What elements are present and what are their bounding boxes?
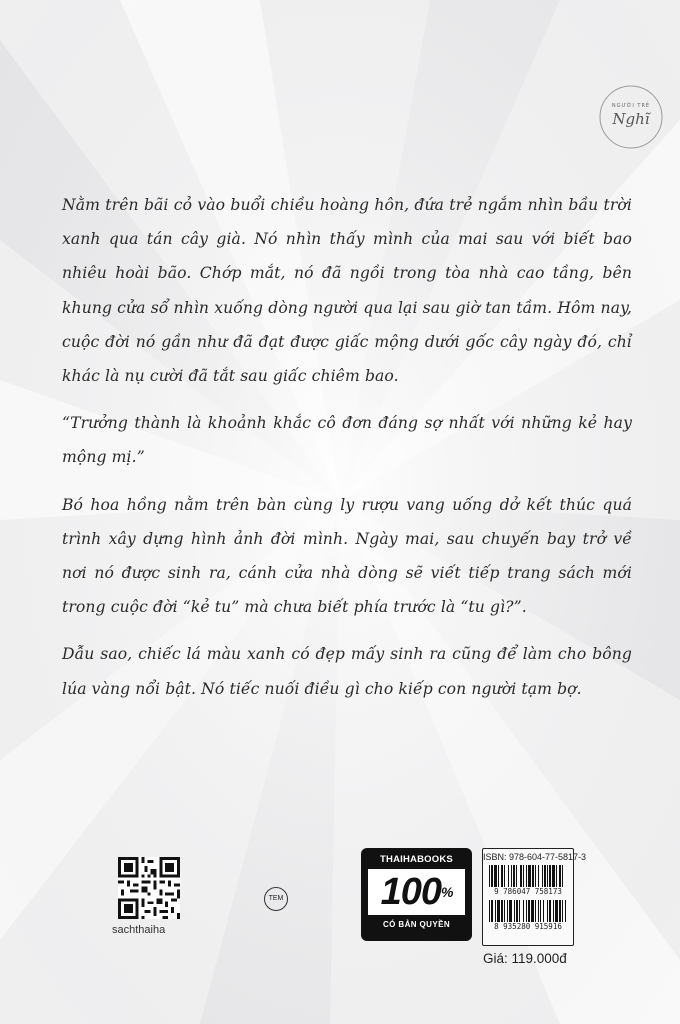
barcode-bar (538, 865, 539, 887)
barcode-bar (562, 900, 563, 922)
barcode-bar (516, 900, 518, 922)
barcode-bar (495, 900, 496, 922)
badge-subtitle: CÓ BẢN QUYỀN (382, 920, 451, 929)
barcode-bar (547, 900, 548, 922)
badge-percent: % (440, 884, 453, 900)
isbn-box (482, 848, 587, 946)
price: Giá: 119.000đ (483, 951, 567, 966)
barcode-bar (559, 865, 561, 887)
barcode-bar (514, 900, 515, 922)
logo-big-text: Nghĩ (612, 110, 650, 128)
barcode-bar (552, 865, 555, 887)
barcode-bar (520, 865, 522, 887)
barcode-bar (528, 900, 530, 922)
barcode-1-icon (489, 865, 567, 887)
barcode-bar (528, 865, 531, 887)
paragraph-quote: “Trưởng thành là khoảnh khắc cô đơn đáng sợ nhất với những kẻ hay mộng mị.” (62, 414, 632, 467)
barcode-bar (491, 865, 493, 887)
logo-small-text: NGƯỜI TRẺ (611, 103, 651, 109)
barcode-bar (516, 865, 517, 887)
barcode-bar (501, 900, 503, 922)
barcode-bar (508, 865, 509, 887)
barcode-bar (526, 900, 527, 922)
badge-number-value: 100 (380, 871, 441, 913)
paragraph-3: Bó hoa hồng nằm trên bàn cùng ly rượu vang uống dở kết thúc quá trình xây dựng hình ảnh đời mình. Ngày mai, sau chuyến bay trở về nơi nó được sinh ra, cánh cửa nhà dòng sẽ viết tiếp trang sách mới trong cuộc đời “kẻ tu” mà chưa biết phía trước là “tu gì?”. (62, 495, 632, 617)
paragraph-1: Nằm trên bãi cỏ vào buổi chiều hoàng hôn, đứa trẻ ngắm nhìn bầu trời xanh qua tán cây già. Nó nhìn thấy mình của mai sau với biết bao nhiêu hoài bão. Chớp mắt, nó đã ngồi trong tòa nhà cao tầng, bên khung cửa sổ nhìn xuống dòng người qua lại sau giờ tan tầm. Hôm nay, cuộc đời nó gần như đã đạt được giấc mộng dưới gốc cây ngày đó, chỉ khác là nụ cười đã tắt sau giấc chiêm bao. (62, 196, 632, 386)
badge-number (368, 869, 465, 915)
barcode-bar (565, 900, 566, 922)
copyright-badge (361, 848, 472, 941)
barcode-bar (489, 900, 490, 922)
barcode-bar (535, 900, 536, 922)
barcode-bar (491, 900, 493, 922)
barcode-bar (543, 900, 544, 922)
barcode-bar (509, 900, 512, 922)
barcode-bar (504, 900, 505, 922)
paragraph-4: Dẫu sao, chiếc lá màu xanh có đẹp mấy sinh ra cũng để làm cho bông lúa vàng nổi bật. Nó tiếc nuối điều gì cho kiếp con người tạm bợ. (62, 645, 632, 698)
barcode-bar (549, 900, 551, 922)
barcode-bar (494, 865, 497, 887)
barcode-bar (532, 865, 534, 887)
barcode-1-number: 9 786047 758173 (494, 887, 562, 896)
barcode-bar (549, 865, 551, 887)
barcode-bar (556, 865, 557, 887)
barcode-bar (501, 865, 503, 887)
barcode-bar (540, 900, 541, 922)
barcode-2-number: 8 935280 915916 (494, 922, 562, 931)
qr-label: sachthaiha (112, 924, 166, 936)
barcode-bar (553, 900, 554, 922)
barcode-bar (507, 900, 508, 922)
barcode-bar (531, 900, 534, 922)
barcode-2-icon (489, 900, 567, 922)
blurb-text (62, 188, 632, 719)
barcode-bar (523, 865, 524, 887)
barcode-bar (504, 865, 505, 887)
qr-code-icon (118, 857, 180, 919)
barcode-bar (523, 900, 524, 922)
badge-brand: THAIHABOOKS (380, 854, 453, 865)
tem-stamp: TEM (264, 887, 288, 911)
barcode-bar (535, 865, 536, 887)
barcode-bar (511, 865, 512, 887)
barcode-bar (542, 865, 543, 887)
barcode-bar (538, 900, 539, 922)
barcode-bar (559, 900, 561, 922)
publisher-logo (598, 84, 664, 150)
barcode-bar (555, 900, 558, 922)
isbn-label: ISBN: 978-604-77-5817-3 (483, 852, 587, 862)
barcode-bar (526, 865, 527, 887)
barcode-bar (489, 865, 490, 887)
barcode-bar (498, 865, 499, 887)
barcode-bar (562, 865, 563, 887)
barcode-bar (519, 900, 520, 922)
barcode-bar (547, 865, 548, 887)
barcode-bar (497, 900, 500, 922)
barcode-bar (513, 865, 515, 887)
barcode-bar (544, 865, 546, 887)
